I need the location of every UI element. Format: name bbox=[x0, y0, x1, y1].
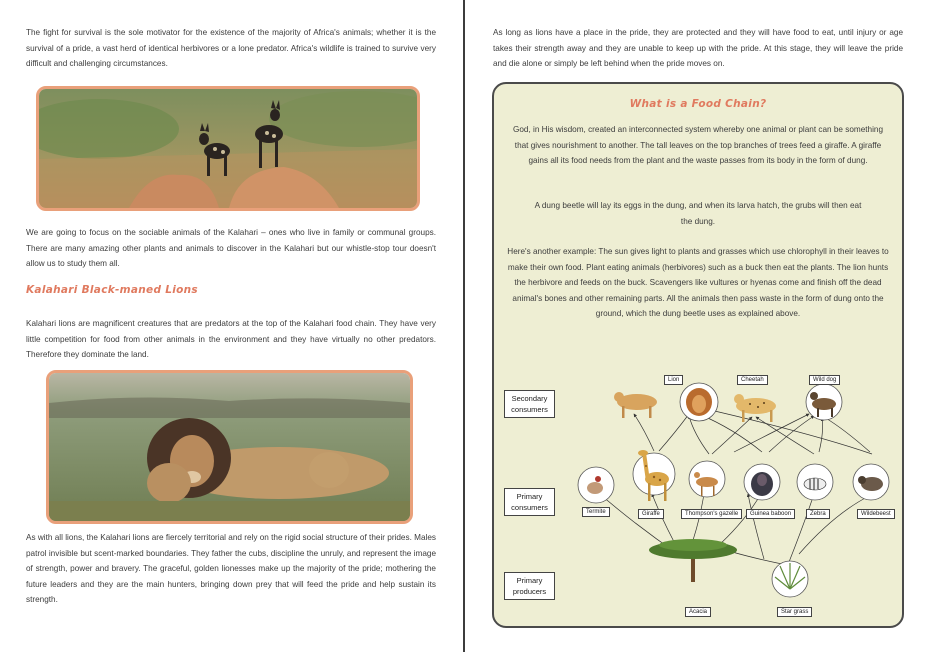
level-label-secondary: Secondary consumers bbox=[504, 390, 555, 418]
food-chain-p1: God, in His wisdom, created an interconnected system whereby one animal or plant can be something that gives nourishment to another. The tall leaves on the top branches of trees feed a giraffe. A giraffe gains all its food needs from the plant and the waste passes from its body in the form of dung. bbox=[513, 125, 883, 165]
lions-social-paragraph: As with all lions, the Kalahari lions are fiercely territorial and rely on the rigid social structure of their prides. Males patrol invisible but scent-marked boundaries. They father the cubs, discipline the unruly, and represent the image of strength, power and bravery. The graceful, golden lionesses make up the majority of the pride; mothering the future leaders and they are the main hunters, bringing down prey that will feed the pride and help sustain its strength. bbox=[26, 533, 436, 604]
level-label-primary: Primary consumers bbox=[504, 488, 555, 516]
label-guinea-baboon: Guinea baboon bbox=[746, 509, 795, 519]
intro-paragraph: The fight for survival is the sole motivator for the existence of the majority of Africa's animals; whether it is the survival of a pride, a vast herd of identical herbivores or a lone predator. Africa's wildlife is trained to survive very difficult and challenging circumstances. bbox=[26, 28, 436, 68]
label-star-grass: Star grass bbox=[777, 607, 812, 617]
food-chain-p3: Here's another example: The sun gives light to plants and grasses which use chlorophyll in their leaves to make their own food. Plant eating animals (herbivores) such as a buck then eat the plants. The lion hunts the herbivore and feeds on the buck. Scavengers like vultures or hyenas come and finish off the dead animal's bones and other remaining parts. All the animals then pass waste in the form of dung onto the ground, which the dung beetle uses as explained above. bbox=[507, 247, 889, 318]
food-chain-box bbox=[492, 82, 904, 628]
thompsons-gazelle-illustration bbox=[689, 461, 725, 497]
lions-heading: Kalahari Black-maned Lions bbox=[26, 284, 198, 296]
label-wild-dog: Wild dog bbox=[809, 375, 840, 385]
termite-illustration bbox=[578, 467, 614, 503]
level-label-producers: Primary producers bbox=[504, 572, 555, 600]
wild-dogs-photo bbox=[36, 86, 420, 211]
acacia-illustration bbox=[649, 539, 737, 582]
giraffe-illustration bbox=[633, 450, 675, 501]
left-page bbox=[0, 0, 463, 652]
right-page bbox=[465, 0, 932, 652]
cheetah-illustration bbox=[734, 394, 776, 422]
guinea-baboon-illustration bbox=[744, 464, 780, 500]
food-chain-p2: A dung beetle will lay its eggs in the dung, and when its larva hatch, the grubs will then eat the dung. bbox=[534, 201, 862, 226]
lion-illustration bbox=[614, 383, 718, 421]
food-chain-title: What is a Food Chain? bbox=[629, 98, 767, 110]
wildebeest-illustration bbox=[853, 464, 889, 500]
food-chain-diagram bbox=[494, 84, 902, 626]
wild-dog-illustration bbox=[806, 384, 842, 420]
label-lion: Lion bbox=[664, 375, 683, 385]
label-thompsons-gazelle: Thompson's gazelle bbox=[681, 509, 742, 519]
label-wildebeest: Wildebeest bbox=[857, 509, 895, 519]
label-termite: Termite bbox=[582, 507, 610, 517]
star-grass-illustration bbox=[772, 561, 808, 597]
lions-photo bbox=[46, 370, 413, 524]
label-acacia: Acacia bbox=[685, 607, 711, 617]
label-zebra: Zebra bbox=[806, 509, 830, 519]
right-intro-paragraph: As long as lions have a place in the pride, they are protected and they will have food to eat, until injury or age takes their strength away and they are unable to keep up with the pride. At this stage, they will leave the pride and die alone or simply be left behind when the pride moves on. bbox=[493, 28, 903, 68]
focus-paragraph: We are going to focus on the sociable animals of the Kalahari – ones who live in family or communal groups. There are many amazing other plants and animals to discover in the Kalahari but our whistle-stop tour doesn't allow us to study them all. bbox=[26, 228, 436, 268]
lions-intro-paragraph: Kalahari lions are magnificent creatures that are predators at the top of the Kalahari food chain. They have very little competition for food from other animals in the environment and they have virtually no other predators. Therefore they dominate the land. bbox=[26, 319, 436, 359]
label-giraffe: Giraffe bbox=[638, 509, 664, 519]
label-cheetah: Cheetah bbox=[737, 375, 768, 385]
zebra-illustration bbox=[797, 464, 833, 500]
